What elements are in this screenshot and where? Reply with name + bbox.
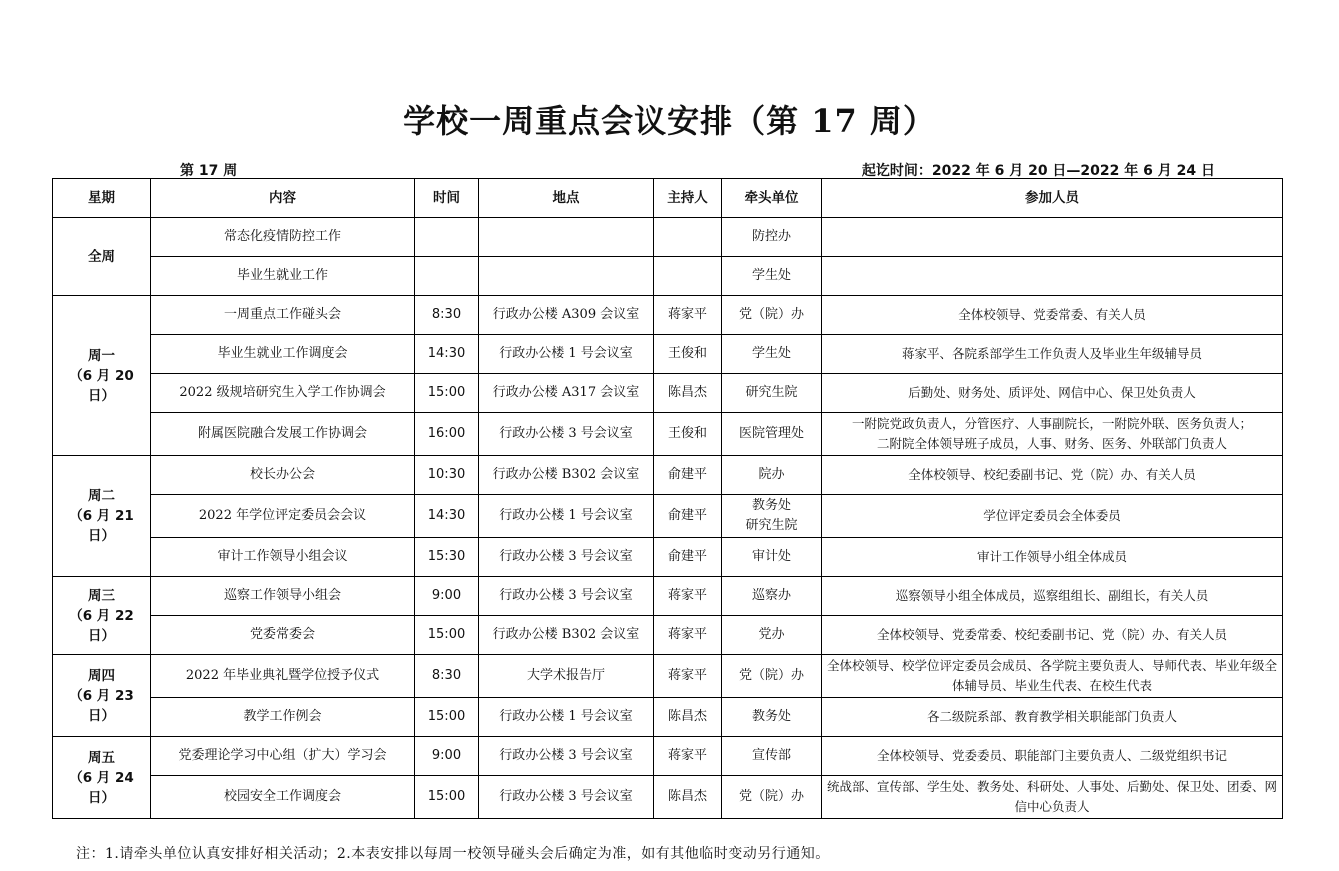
unit-cell: 学生处 [722,257,822,296]
content-cell: 2022 级规培研究生入学工作协调会 [151,374,415,413]
location-cell: 行政办公楼 A309 会议室 [479,296,654,335]
day-date: （6 月 24 日） [69,769,134,806]
time-cell: 9:00 [415,577,479,616]
table-row [53,335,1283,374]
attendees-cell: 统战部、宣传部、学生处、教务处、科研处、人事处、后勤处、保卫处、团委、网信中心负责人 [822,776,1283,819]
location-cell: 行政办公楼 B302 会议室 [479,456,654,495]
footnote: 注：1.请牵头单位认真安排好相关活动；2.本表安排以每周一校领导碰头会后确定为准，如有其他临时变动另行通知。 [76,846,830,862]
unit-cell: 宣传部 [722,737,822,776]
location-cell: 行政办公楼 3 号会议室 [479,413,654,456]
time-cell: 10:30 [415,456,479,495]
host-cell [654,257,722,296]
table-row [53,737,1283,776]
time-cell: 15:00 [415,616,479,655]
day-date: （6 月 22 日） [69,607,134,644]
week-label: 第 17 周 [180,163,238,179]
attendees-cell [822,257,1283,296]
host-cell: 陈昌杰 [654,374,722,413]
content-cell: 教学工作例会 [151,698,415,737]
host-cell: 王俊和 [654,413,722,456]
attendees-cell: 审计工作领导小组全体成员 [822,538,1283,577]
host-cell: 蒋家平 [654,577,722,616]
content-cell: 一周重点工作碰头会 [151,296,415,335]
attendees-cell: 全体校领导、校学位评定委员会成员、各学院主要负责人、导师代表、毕业年级全体辅导员、毕业生代表、在校生代表 [822,655,1283,698]
table-row [53,776,1283,819]
table-row [53,218,1283,257]
table-row [53,577,1283,616]
unit-cell: 巡察办 [722,577,822,616]
unit-cell: 审计处 [722,538,822,577]
time-cell [415,257,479,296]
content-cell: 附属医院融合发展工作协调会 [151,413,415,456]
content-cell: 党委常委会 [151,616,415,655]
host-cell: 蒋家平 [654,296,722,335]
time-cell: 14:30 [415,335,479,374]
unit-cell: 教务处 研究生院 [722,495,822,538]
host-cell: 俞建平 [654,538,722,577]
day-cell [53,456,151,577]
unit-cell: 党（院）办 [722,776,822,819]
content-cell: 巡察工作领导小组会 [151,577,415,616]
content-cell: 毕业生就业工作 [151,257,415,296]
header-unit: 牵头单位 [722,179,822,218]
day-cell [53,577,151,655]
header-attendees: 参加人员 [822,179,1283,218]
attendees-cell: 巡察领导小组全体成员，巡察组组长、副组长，有关人员 [822,577,1283,616]
time-cell: 15:00 [415,698,479,737]
day-cell [53,737,151,819]
header-content: 内容 [151,179,415,218]
unit-cell: 学生处 [722,335,822,374]
location-cell: 行政办公楼 3 号会议室 [479,538,654,577]
host-cell: 陈昌杰 [654,698,722,737]
host-cell: 俞建平 [654,456,722,495]
header-day: 星期 [53,179,151,218]
location-cell: 行政办公楼 1 号会议室 [479,698,654,737]
content-cell: 党委理论学习中心组（扩大）学习会 [151,737,415,776]
table-row [53,296,1283,335]
day-cell [53,296,151,456]
header-location: 地点 [479,179,654,218]
location-cell: 行政办公楼 3 号会议室 [479,776,654,819]
table-row [53,374,1283,413]
time-cell: 9:00 [415,737,479,776]
attendees-cell [822,218,1283,257]
table-row [53,413,1283,456]
unit-cell: 党（院）办 [722,655,822,698]
time-cell: 15:30 [415,538,479,577]
time-cell: 8:30 [415,655,479,698]
attendees-cell: 全体校领导、校纪委副书记、党（院）办、有关人员 [822,456,1283,495]
table-row [53,655,1283,698]
location-cell: 行政办公楼 A317 会议室 [479,374,654,413]
location-cell: 行政办公楼 1 号会议室 [479,495,654,538]
attendees-cell: 全体校领导、党委常委、校纪委副书记、党（院）办、有关人员 [822,616,1283,655]
day-date: （6 月 23 日） [69,687,134,724]
day-cell [53,655,151,737]
header-host: 主持人 [654,179,722,218]
table-row [53,698,1283,737]
host-cell [654,218,722,257]
content-cell: 审计工作领导小组会议 [151,538,415,577]
time-cell: 8:30 [415,296,479,335]
day-name: 周二 [88,488,115,504]
host-cell: 俞建平 [654,495,722,538]
table-row [53,538,1283,577]
unit-cell: 教务处 [722,698,822,737]
time-cell: 15:00 [415,776,479,819]
host-cell: 蒋家平 [654,655,722,698]
attendees-cell: 后勤处、财务处、质评处、网信中心、保卫处负责人 [822,374,1283,413]
time-cell [415,218,479,257]
location-cell: 大学术报告厅 [479,655,654,698]
page-title: 学校一周重点会议安排（第 17 周） [403,102,936,140]
location-cell: 行政办公楼 B302 会议室 [479,616,654,655]
content-cell: 校长办公会 [151,456,415,495]
unit-cell: 防控办 [722,218,822,257]
attendees-cell: 一附院党政负责人，分管医疗、人事副院长，一附院外联、医务负责人； 二附院全体领导班子成员，人事、财务、医务、外联部门负责人 [822,413,1283,456]
content-cell: 2022 年毕业典礼暨学位授予仪式 [151,655,415,698]
content-cell: 常态化疫情防控工作 [151,218,415,257]
table-row [53,456,1283,495]
host-cell: 蒋家平 [654,737,722,776]
day-name: 周三 [88,587,115,604]
attendees-cell: 学位评定委员会全体委员 [822,495,1283,538]
schedule-table [52,178,1283,819]
location-cell: 行政办公楼 1 号会议室 [479,335,654,374]
attendees-cell: 蒋家平、各院系部学生工作负责人及毕业生年级辅导员 [822,335,1283,374]
table-header-row [53,179,1283,218]
header-time: 时间 [415,179,479,218]
schedule-body [53,218,1283,819]
day-name: 周一 [88,347,115,364]
location-cell: 行政办公楼 3 号会议室 [479,737,654,776]
content-cell: 毕业生就业工作调度会 [151,335,415,374]
time-cell: 14:30 [415,495,479,538]
location-cell: 行政办公楼 3 号会议室 [479,577,654,616]
host-cell: 陈昌杰 [654,776,722,819]
location-cell [479,218,654,257]
unit-cell: 医院管理处 [722,413,822,456]
day-date: （6 月 20 日） [69,367,134,404]
unit-cell: 党办 [722,616,822,655]
unit-cell: 党（院）办 [722,296,822,335]
day-name: 全周 [88,248,115,265]
date-range: 起讫时间：2022 年 6 月 20 日—2022 年 6 月 24 日 [861,163,1215,179]
unit-cell: 研究生院 [722,374,822,413]
unit-cell: 院办 [722,456,822,495]
attendees-cell: 全体校领导、党委委员、职能部门主要负责人、二级党组织书记 [822,737,1283,776]
host-cell: 蒋家平 [654,616,722,655]
host-cell: 王俊和 [654,335,722,374]
time-cell: 15:00 [415,374,479,413]
content-cell: 校园安全工作调度会 [151,776,415,819]
content-cell: 2022 年学位评定委员会会议 [151,495,415,538]
table-row [53,257,1283,296]
table-row [53,495,1283,538]
time-cell: 16:00 [415,413,479,456]
day-name: 周四 [88,667,115,684]
table-row [53,616,1283,655]
day-date: （6 月 21 日） [69,508,134,544]
day-cell [53,218,151,296]
day-name: 周五 [88,749,115,766]
attendees-cell: 各二级院系部、教育教学相关职能部门负责人 [822,698,1283,737]
attendees-cell: 全体校领导、党委常委、有关人员 [822,296,1283,335]
location-cell [479,257,654,296]
